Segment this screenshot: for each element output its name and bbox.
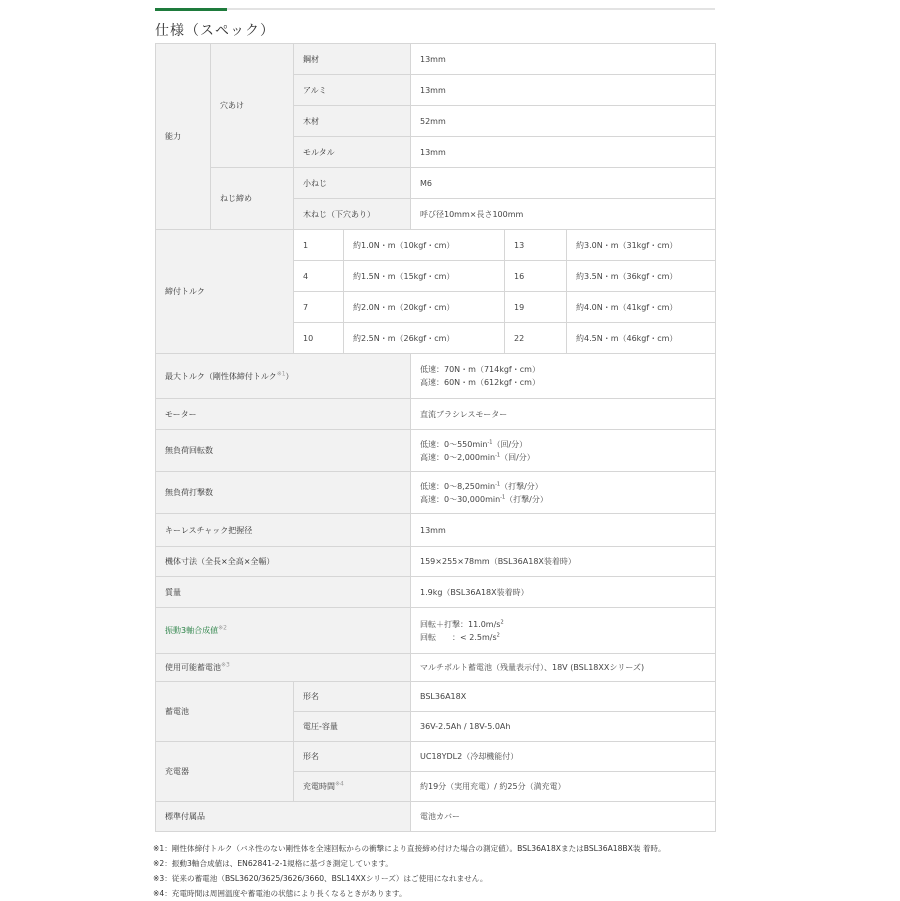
row-header: キーレスチャック把握径 — [156, 514, 411, 547]
table-row — [156, 654, 716, 682]
row-value: UC18YDL2（冷却機能付） — [411, 742, 716, 772]
max-torque-label: 最大トルク（剛性体締付トルク — [165, 371, 277, 381]
superscript: 2 — [500, 618, 504, 625]
row-key: 電圧-容量 — [294, 712, 411, 742]
row-key-text: 充電時間 — [303, 782, 335, 791]
superscript: -1 — [487, 438, 493, 445]
torque-setting: 7 — [294, 292, 344, 323]
row-value — [411, 608, 716, 654]
torque-value: 約4.0N・m（41kgf・cm） — [567, 292, 716, 323]
value-line — [420, 631, 706, 644]
row-key: モルタル — [294, 137, 411, 168]
row-header-text: 使用可能蓄電池 — [165, 663, 221, 672]
table-row — [156, 472, 716, 514]
table-row — [156, 742, 716, 772]
row-value: 13mm — [411, 137, 716, 168]
torque-setting: 13 — [505, 230, 567, 261]
table-row — [156, 354, 716, 399]
value-text: 回転 ：< 2.5m/s — [420, 632, 497, 642]
torque-value: 約3.5N・m（36kgf・cm） — [567, 261, 716, 292]
row-header: 無負荷打撃数 — [156, 472, 411, 514]
row-value: 36V-2.5Ah / 18V-5.0Ah — [411, 712, 716, 742]
row-key: 小ねじ — [294, 168, 411, 199]
table-row — [156, 430, 716, 472]
superscript: -1 — [495, 480, 501, 487]
value-text: 低速：0～550min — [420, 439, 488, 449]
row-header: 充電器 — [156, 742, 294, 802]
row-header — [156, 354, 411, 399]
table-row — [156, 168, 716, 199]
value-line — [420, 451, 706, 464]
footnote-mark: ※3 — [221, 661, 230, 669]
row-header: モーター — [156, 399, 411, 430]
row-value — [411, 472, 716, 514]
footnote-mark: ※1 — [276, 369, 286, 377]
value-line: 低速：70N・m（714kgf・cm） — [420, 365, 540, 374]
row-value — [411, 430, 716, 472]
superscript: -1 — [495, 451, 501, 458]
row-header: 蓄電池 — [156, 682, 294, 742]
row-value: マルチボルト蓄電池（残量表示付）、18V (BSL18XXシリーズ) — [411, 654, 716, 682]
footnote-mark: ※4 — [335, 780, 344, 788]
table-row — [156, 547, 716, 577]
table-row — [156, 44, 716, 75]
table-row — [156, 608, 716, 654]
torque-value: 約3.0N・m（31kgf・cm） — [567, 230, 716, 261]
footnotes — [153, 841, 666, 901]
row-subheader: 穴あけ — [211, 44, 294, 168]
row-key — [294, 772, 411, 802]
table-row — [156, 230, 716, 261]
value-text: 高速：0～30,000min — [420, 494, 501, 504]
value-text: 高速：0～2,000min — [420, 452, 496, 462]
row-value: 呼び径10mm×長さ100mm — [411, 199, 716, 230]
row-key: 形名 — [294, 742, 411, 772]
torque-value: 約1.0N・m（10kgf・cm） — [344, 230, 505, 261]
row-subheader: ねじ締め — [211, 168, 294, 230]
table-row — [156, 514, 716, 547]
row-value: 約19分（実用充電）/ 約25分（満充電） — [411, 772, 716, 802]
footnote: ※3：従来の蓄電池（BSL3620/3625/3626/3660、BSL14XXシリーズ）はご使用になれません。 — [153, 874, 488, 883]
value-line — [420, 493, 706, 506]
torque-value: 約2.5N・m（26kgf・cm） — [344, 323, 505, 354]
row-key: 形名 — [294, 682, 411, 712]
torque-setting: 19 — [505, 292, 567, 323]
torque-setting: 16 — [505, 261, 567, 292]
torque-setting: 22 — [505, 323, 567, 354]
row-key: 鋼材 — [294, 44, 411, 75]
table-row — [156, 682, 716, 712]
row-header — [156, 654, 411, 682]
row-key: 木材 — [294, 106, 411, 137]
row-header: 質量 — [156, 577, 411, 608]
row-key: 木ねじ（下穴あり） — [294, 199, 411, 230]
table-row — [156, 802, 716, 832]
value-line: 高速：60N・m（612kgf・cm） — [420, 378, 540, 387]
footnote: ※4：充電時間は周囲温度や蓄電池の状態により長くなるときがあります。 — [153, 889, 407, 898]
section-divider — [155, 8, 715, 10]
row-header: 締付トルク — [156, 230, 294, 354]
torque-value: 約4.5N・m（46kgf・cm） — [567, 323, 716, 354]
row-header: 能力 — [156, 44, 211, 230]
row-value: 159×255×78mm（BSL36A18X装着時） — [411, 547, 716, 577]
value-unit: （打撃/分） — [500, 481, 543, 491]
value-unit: （回/分） — [492, 439, 528, 449]
vibration-label-link[interactable]: 振動3軸合成値 — [165, 626, 219, 635]
torque-setting: 1 — [294, 230, 344, 261]
row-key: アルミ — [294, 75, 411, 106]
row-header — [156, 608, 411, 654]
row-header: 無負荷回転数 — [156, 430, 411, 472]
max-torque-label-close: ） — [285, 371, 294, 381]
torque-setting: 4 — [294, 261, 344, 292]
footnote-mark: ※2 — [218, 624, 227, 632]
row-value — [411, 354, 716, 399]
value-line — [420, 480, 706, 493]
page-title: 仕様（スペック） — [155, 23, 275, 39]
table-row — [156, 577, 716, 608]
value-text: 低速：0～8,250min — [420, 481, 496, 491]
torque-value: 約2.0N・m（20kgf・cm） — [344, 292, 505, 323]
section-accent-bar — [155, 8, 227, 11]
value-line — [420, 618, 706, 631]
row-value: 電池カバー — [411, 802, 716, 832]
row-header: 機体寸法（全長×全高×全幅） — [156, 547, 411, 577]
value-unit: （打撃/分） — [505, 494, 548, 504]
footnote: ※1：剛性体締付トルク（バネ性のない剛性体を全速回転からの衝撃により直接締め付けた場合の測定値）。BSL36A18XまたはBSL36A18BX装 着時。 — [153, 844, 666, 853]
superscript: 2 — [496, 631, 500, 638]
row-value: 1.9kg（BSL36A18X装着時） — [411, 577, 716, 608]
row-value: 直流ブラシレスモーター — [411, 399, 716, 430]
value-line — [420, 438, 706, 451]
superscript: -1 — [500, 493, 506, 500]
table-row — [156, 399, 716, 430]
footnote: ※2：振動3軸合成値は、EN62841-2-1規格に基づき測定しています。 — [153, 859, 393, 868]
row-header: 標準付属品 — [156, 802, 411, 832]
row-value: 13mm — [411, 44, 716, 75]
row-value: 13mm — [411, 75, 716, 106]
row-value: 13mm — [411, 514, 716, 547]
row-value: M6 — [411, 168, 716, 199]
spec-table — [155, 43, 716, 832]
value-unit: （回/分） — [500, 452, 535, 462]
row-value: BSL36A18X — [411, 682, 716, 712]
value-text: 回転＋打撃：11.0m/s — [420, 619, 501, 629]
torque-value: 約1.5N・m（15kgf・cm） — [344, 261, 505, 292]
torque-setting: 10 — [294, 323, 344, 354]
row-value: 52mm — [411, 106, 716, 137]
